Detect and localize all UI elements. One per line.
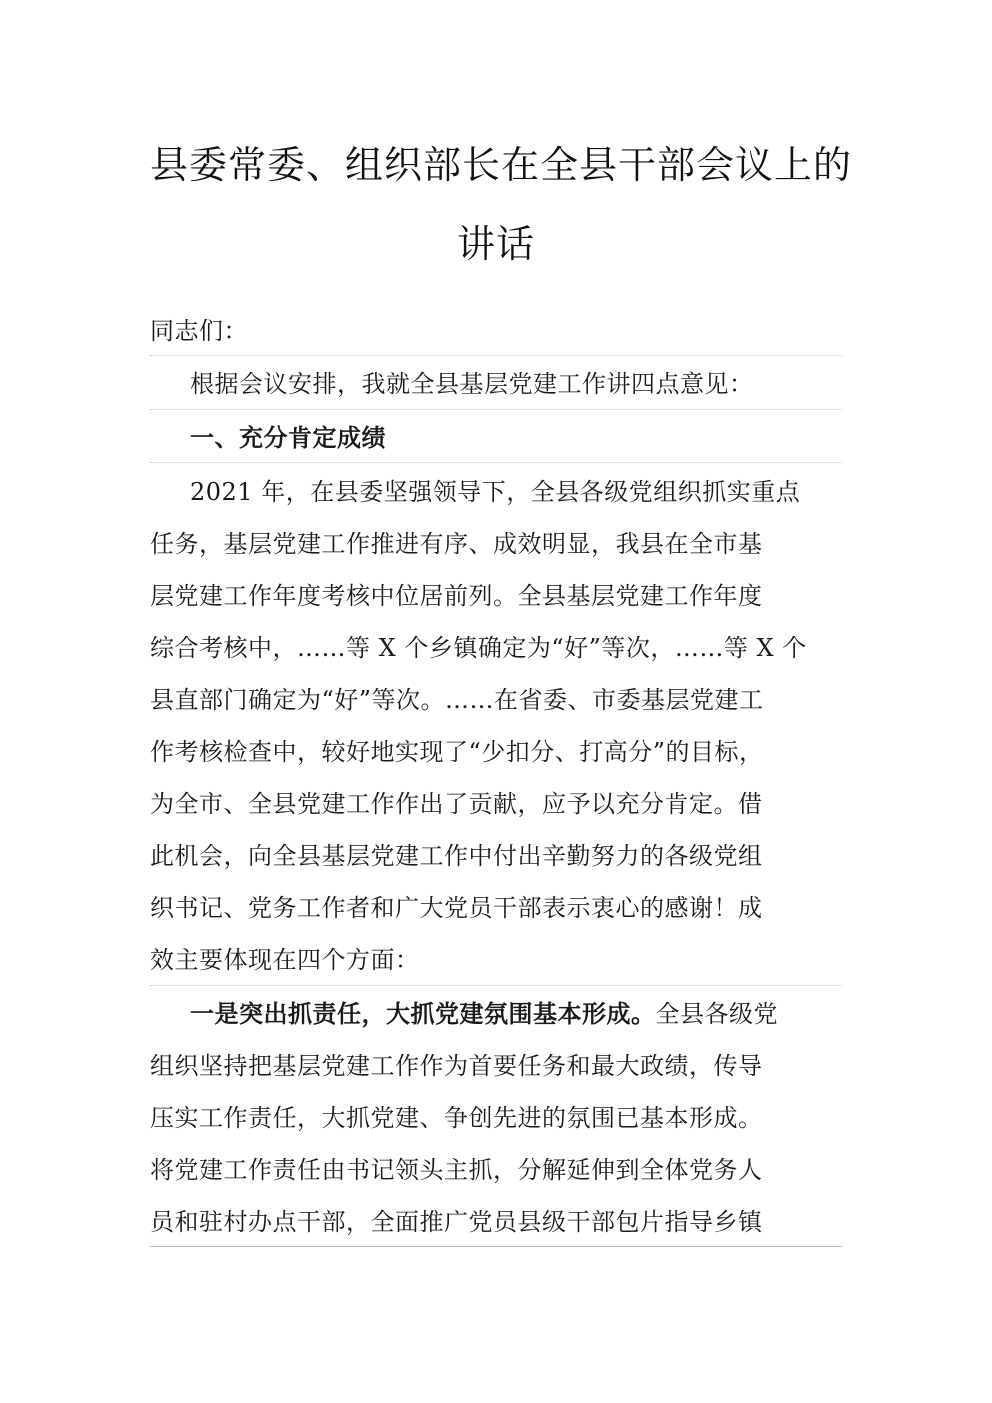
dotted-divider bbox=[150, 355, 842, 356]
dotted-divider bbox=[150, 409, 842, 410]
paragraph-line: 此机会，向全县基层党建工作中付出辛勤努力的各级党组 bbox=[150, 842, 763, 870]
paragraph-line: 为全市、全县党建工作作出了贡献，应予以充分肯定。借 bbox=[150, 790, 763, 818]
paragraph-line: 县直部门确定为“好”等次。……在省委、市委基层党建工 bbox=[150, 686, 764, 714]
salutation: 同志们： bbox=[150, 317, 248, 345]
paragraph-line: 作考核检查中，较好地实现了“少扣分、打高分”的目标， bbox=[150, 738, 764, 766]
point-one-lead: 一是突出抓责任，大抓党建氛围基本形成。 bbox=[190, 1000, 656, 1028]
paragraph-line: 效主要体现在四个方面： bbox=[150, 946, 420, 974]
paragraph-line: 任务，基层党建工作推进有序、成效明显，我县在全市基 bbox=[150, 530, 763, 558]
dotted-divider bbox=[150, 985, 842, 986]
paragraph-line: 织书记、党务工作者和广大党员干部表示衷心的感谢！成 bbox=[150, 894, 763, 922]
paragraph-line: 综合考核中，……等 X 个乡镇确定为“好”等次，……等 X 个 bbox=[150, 634, 807, 662]
dotted-divider bbox=[150, 462, 842, 463]
paragraph-line: 2021 年，在县委坚强领导下，全县各级党组织抓实重点 bbox=[190, 478, 801, 506]
paragraph-line: 组织坚持把基层党建工作作为首要任务和最大政绩，传导 bbox=[150, 1052, 763, 1080]
point-one-first-line bbox=[150, 988, 882, 1040]
section-heading: 一、充分肯定成绩 bbox=[190, 424, 386, 452]
paragraph-line: 层党建工作年度考核中位居前列。全县基层党建工作年度 bbox=[150, 582, 763, 610]
intro-paragraph: 根据会议安排，我就全县基层党建工作讲四点意见： bbox=[190, 370, 754, 398]
point-one-text: 全县各级党 bbox=[655, 1000, 778, 1028]
paragraph-line: 将党建工作责任由书记领头主抓，分解延伸到全体党务人 bbox=[150, 1156, 763, 1184]
paragraph-line: 压实工作责任，大抓党建、争创先进的氛围已基本形成。 bbox=[150, 1104, 763, 1132]
page-bottom-rule bbox=[150, 1246, 842, 1247]
title-line-1: 县委常委、组织部长在全县干部会议上的 bbox=[150, 143, 853, 187]
title-line-2: 讲话 bbox=[456, 222, 535, 266]
paragraph-line: 员和驻村办点干部，全面推广党员县级干部包片指导乡镇 bbox=[150, 1208, 763, 1236]
